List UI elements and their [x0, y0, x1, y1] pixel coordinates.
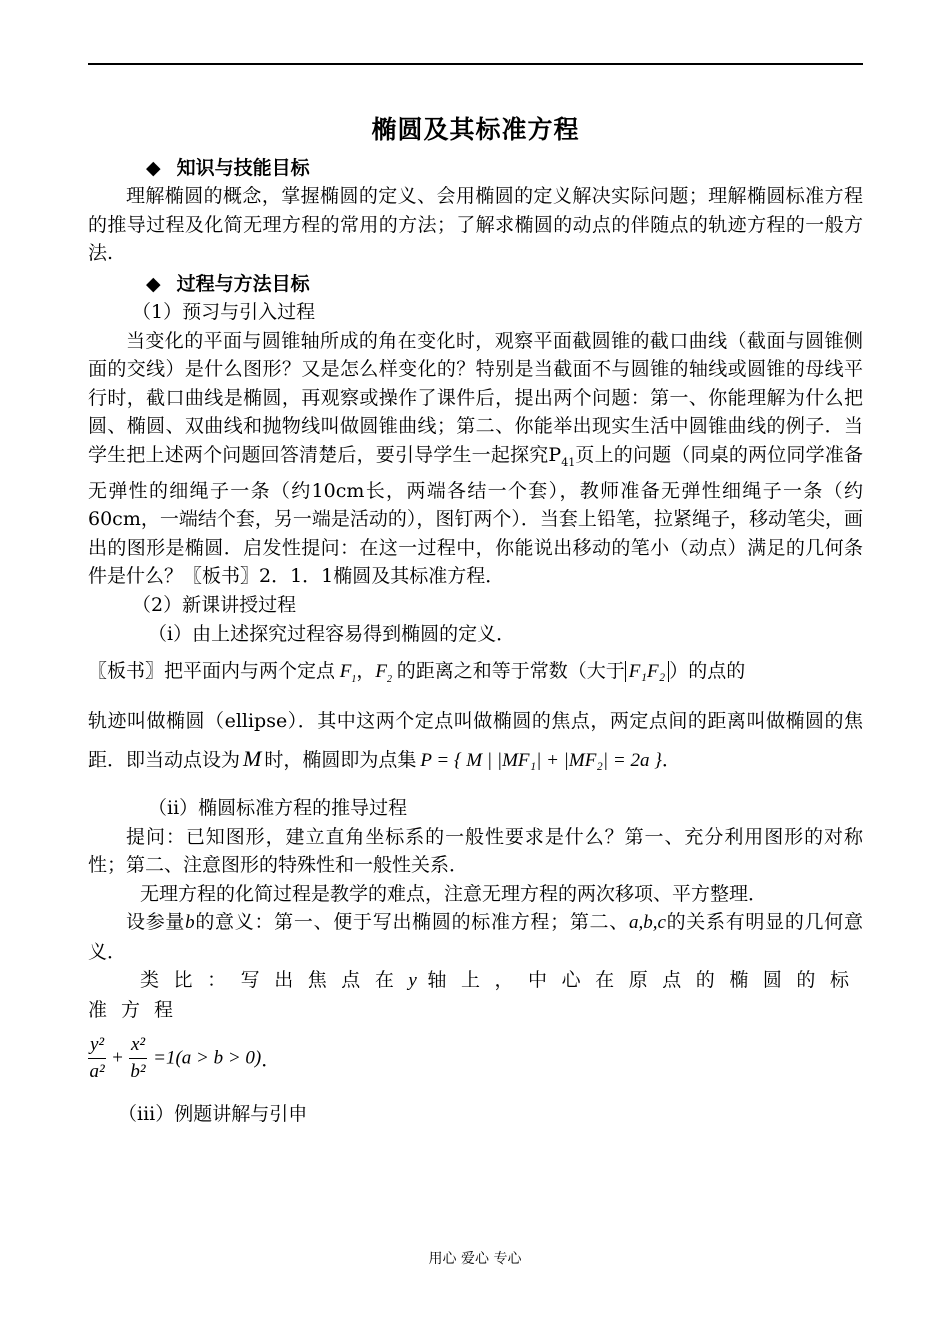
paragraph-irrational: 无理方程的化简过程是教学的难点，注意无理方程的两次移项、平方整理． [140, 882, 768, 905]
subheading-examples: （iii）例题讲解与引申 [118, 1103, 308, 1126]
paragraph-knowledge: 理解椭圆的概念，掌握椭圆的定义、会用椭圆的定义解决实际问题；理解椭圆标准方程的推导过程及化简无理方程的常用的方法；了解求椭圆的动点的伴随点的轨迹方程的一般方法. [88, 185, 863, 264]
page-footer: 用心 爱心 专心 [428, 1251, 522, 1267]
subheading-new-lesson: （2）新课讲授过程 [132, 593, 297, 616]
paragraph-intro: 当变化的平面与圆锥轴所成的角在变化时，观察平面截圆锥的截口曲线（截面与圆锥侧面的交线）是什么图形？又是怎么样变化的？特别是当截面不与圆锥的轴线或圆锥的母线平行时，截口曲线是椭圆，再观察或操作了课件后，提出两个问题：第一、你能理解为什么把圆、椭圆、双曲线和抛物线叫做圆锥曲线；第二、你能举出现实生活中圆锥曲线的例子．当学生把上述两个问题回答清楚后，要引导学生一起探究$P_{41}$页上的问题（同桌的两位同学准备无弹性的细绳子一条（约10cm长，两端各结一个套），教师准备无弹性细绳子一条（约60cm，一端结个套，另一端是活动的），图钉两个）．当套上铅笔，拉紧绳子，移动笔尖，画出的图形是椭圆．启发性提问：在这一过程中，你能说出移动的笔小（动点）满足的几何条件是什么？〖板书〗2．1．1椭圆及其标准方程． [88, 329, 863, 588]
page-title: 椭圆及其标准方程 [371, 115, 580, 144]
paragraph-definition-cont: 轨迹叫做椭圆（ellipse）．其中这两个定点叫做椭圆的焦点，两定点间的距离叫做椭圆的焦距．即当动点设为 M 时，椭圆即为点集 P = { M | |MF₁| + |MF₂| = 2a }． [88, 709, 863, 771]
subheading-derivation: （ii）椭圆标准方程的推导过程 [148, 796, 408, 819]
paragraph-definition: 〖板书〗把平面内与两个定点 $F_1$，$F_2$ 的距离之和等于常数（大于 F₁F₂ ）的点的 [88, 659, 746, 685]
section-heading-process: ◆ 过程与方法目标 [146, 272, 310, 295]
document-body [88, 108, 863, 1129]
paragraph-parameter: 设参量b的意义：第一、便于写出椭圆的标准方程；第二、a,b,c的关系有明显的几何意义． [88, 911, 863, 963]
header-rule [88, 63, 863, 65]
equation-ellipse: $\frac{\text{y²}}{\text{a²}}$ + $\frac{\text{x²}}{\text{b²}}$ =1(a > b > 0)． [89, 1034, 281, 1083]
section-heading-knowledge: ◆ 知识与技能目标 [146, 157, 310, 179]
paragraph-question: 提问：已知图形，建立直角坐标系的一般性要求是什么？第一、充分利用图形的对称性；第二、注意图形的特殊性和一般性关系． [88, 825, 863, 877]
paragraph-analogy: 类比：写出焦点在y 轴上，中心在原点的椭圆的标准方程 [88, 969, 863, 1021]
diamond-bullet-icon: ◆ [146, 272, 161, 295]
subheading-preview: （1）预习与引入过程 [132, 300, 316, 323]
diamond-bullet-icon: ◆ [146, 157, 161, 179]
subheading-definition: （i）由上述探究过程容易得到椭圆的定义． [148, 622, 516, 645]
